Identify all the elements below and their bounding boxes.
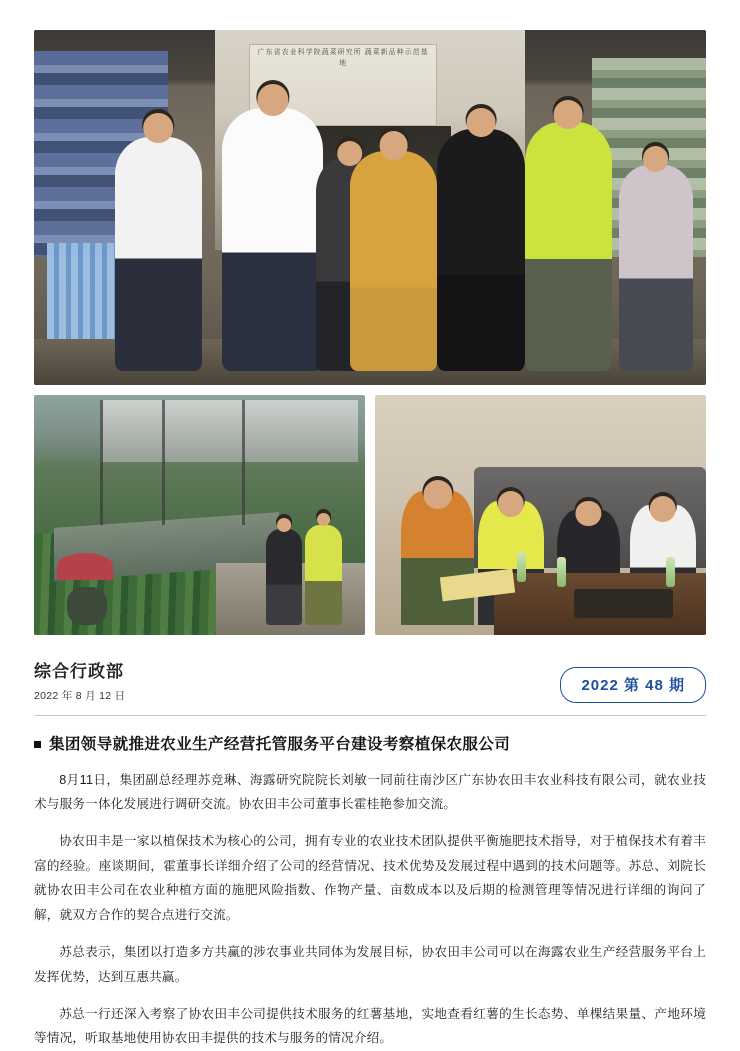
- person-standing-1: [266, 529, 302, 625]
- person-seated-1: [401, 491, 474, 625]
- article-paragraph: 苏总一行还深入考察了协农田丰公司提供技术服务的红薯基地，实地查看红薯的生长态势、单棵结果量、产地环境等情况，听取基地使用协农田丰提供的技术与服务的情况介绍。: [34, 1006, 706, 1046]
- document-meta: [34, 657, 706, 703]
- person-7: [619, 165, 693, 371]
- department-block: [34, 657, 125, 703]
- photo-meeting-room: [375, 395, 706, 635]
- water-bottle-3: [666, 557, 675, 587]
- person-head: [317, 513, 331, 527]
- store-sign: 广东省农业科学院蔬菜研究所 蔬菜新品种示范基地: [249, 44, 437, 126]
- person-head: [576, 501, 601, 526]
- photo-field-inspection: [34, 395, 365, 635]
- red-umbrella: [57, 553, 113, 579]
- issue-badge: 2022 第 48 期: [560, 667, 706, 703]
- person-2: [222, 108, 323, 371]
- photo-group-storefront: [34, 30, 706, 385]
- person-head: [257, 84, 288, 115]
- person-4: [350, 151, 437, 371]
- canopy-poles: [100, 400, 358, 525]
- article-paragraph: 8月11日，集团副总经理苏竞琳、海露研究院院长刘敏一同前往南沙区广东协农田丰农业科技有限公司，就农业技术与服务一体化发展进行调研交流。协农田丰公司董事长霍桂艳参加交流。: [34, 772, 706, 812]
- water-bottle-1: [517, 552, 526, 582]
- tea-tray: [574, 589, 673, 618]
- person-standing-2: [305, 525, 341, 626]
- person-1: [115, 137, 202, 371]
- person-head: [277, 518, 291, 532]
- article-paragraph: 苏总表示，集团以打造多方共赢的涉农事业共同体为发展目标，协农田丰公司可以在海露农业生产经营服务平台上发挥优势，达到互惠共赢。: [34, 945, 706, 984]
- headline-text: 集团领导就推进农业生产经营托管服务平台建设考察植保农服公司: [49, 736, 511, 753]
- person-head: [143, 113, 173, 143]
- person-head: [423, 480, 452, 509]
- person-head: [643, 146, 669, 172]
- photo-row: [34, 395, 706, 635]
- person-head: [650, 496, 676, 522]
- article-paragraph: 协农田丰是一家以植保技术为核心的公司，拥有专业的农业技术团队提供平衡施肥技术指导，对于植保技术有着丰富的经验。座谈期间，霍董事长详细介绍了公司的经营情况、技术优势及发展过程中遇到的技术问题等。苏总、刘院长就协农田丰公司在农业种植方面的施肥风险指数、作物产量、亩数成本以及后期的检测管理等情况进行详细的询问了解，就双方合作的契合点进行交流。: [34, 834, 706, 923]
- person-head: [379, 131, 408, 160]
- newsletter-page: [0, 30, 740, 1046]
- person-crouching: [67, 587, 107, 625]
- person-head: [497, 491, 523, 517]
- department-name: 综合行政部: [34, 662, 124, 681]
- person-head: [466, 108, 495, 137]
- person-head: [554, 100, 583, 129]
- header-divider: [34, 715, 706, 716]
- article-headline: [34, 734, 706, 756]
- person-5: [437, 129, 524, 370]
- bullet-square-icon: [34, 741, 41, 748]
- water-bottle-2: [557, 557, 566, 587]
- person-6: [525, 122, 612, 371]
- publish-date: 2022 年 8 月 12 日: [34, 690, 126, 702]
